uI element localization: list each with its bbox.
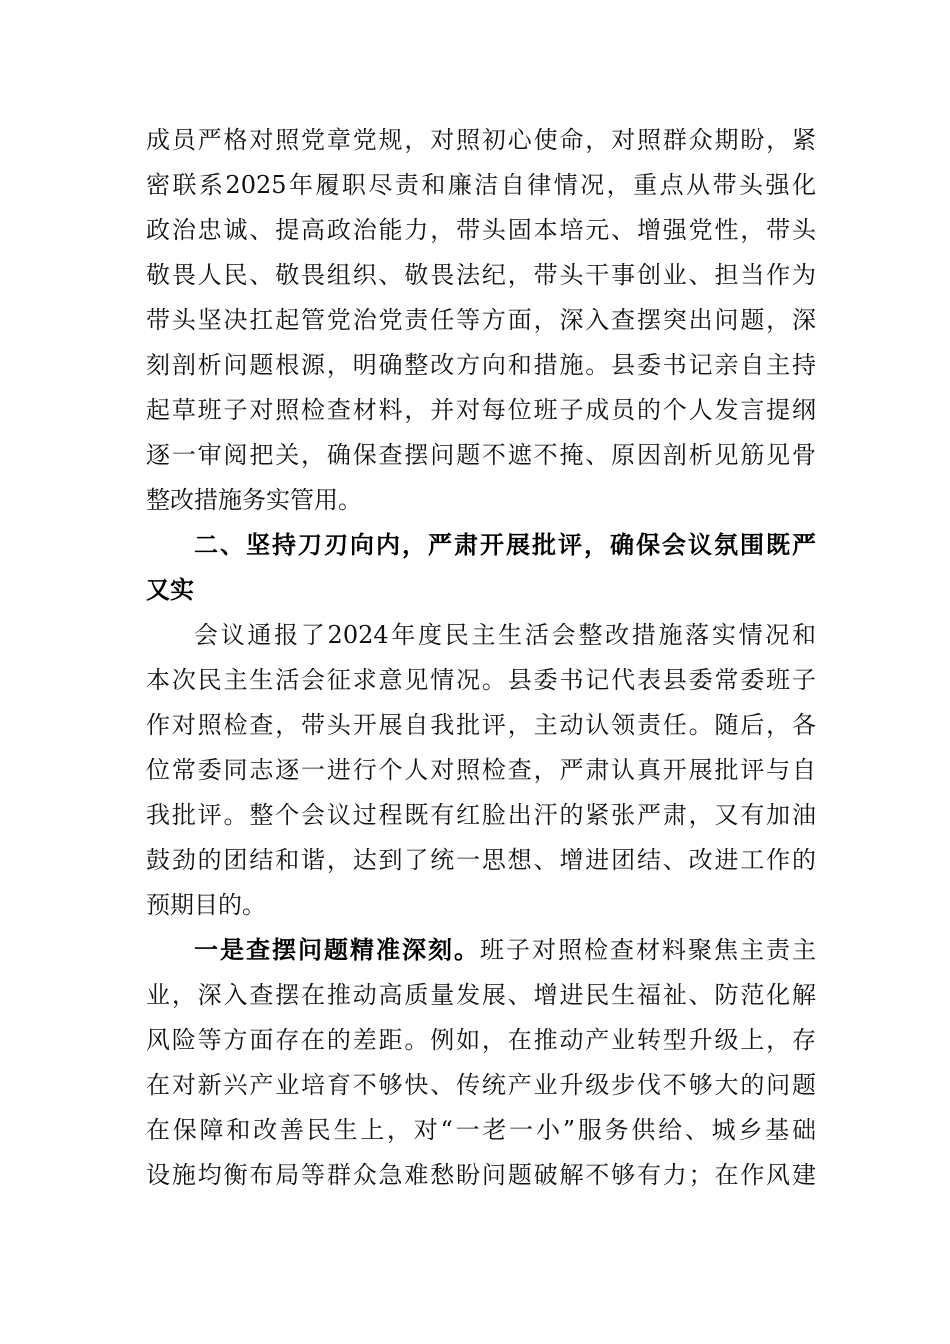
paragraph-1-line-9: 整改措施务实管用。 — [146, 486, 362, 514]
paragraph-1-line-7: 起草班子对照检查材料，并对每位班子成员的个人发言提纲 — [146, 396, 816, 424]
paragraph-2-line-5: 我批评。整个会议过程既有红脸出汗的紧张严肃，又有加油 — [146, 801, 816, 829]
paragraph-2-line-4: 位常委同志逐一进行个人对照检查，严肃认真开展批评与自 — [146, 756, 816, 784]
paragraph-1-line-4: 敬畏人民、敬畏组织、敬畏法纪，带头干事创业、担当作为 — [146, 261, 816, 289]
paragraph-3-line-3: 风险等方面存在的差距。例如，在推动产业转型升级上，存 — [146, 1026, 816, 1054]
paragraph-1-line-2: 密联系2025年履职尽责和廉洁自律情况，重点从带头强化 — [146, 171, 816, 199]
section-heading-line-1: 二、坚持刀刃向内，严肃开展批评，确保会议氛围既严 — [194, 531, 816, 559]
paragraph-2-line-3: 作对照检查，带头开展自我批评，主动认领责任。随后，各 — [146, 711, 816, 739]
paragraph-3-line-1-rest: 班子对照检查材料聚焦主责主 — [480, 936, 816, 964]
paragraph-2-line-2: 本次民主生活会征求意见情况。县委书记代表县委常委班子 — [146, 666, 816, 694]
paragraph-1-line-5: 带头坚决扛起管党治党责任等方面，深入查摆突出问题，深 — [146, 306, 816, 334]
paragraph-3-line-1 — [194, 933, 816, 967]
section-heading-line-2: 又实 — [146, 576, 194, 604]
paragraph-3-line-4: 在对新兴产业培育不够快、传统产业升级步伐不够大的问题 — [146, 1071, 816, 1099]
paragraph-1-line-8: 逐一审阅把关，确保查摆问题不遮不掩、原因剖析见筋见骨 — [146, 441, 816, 469]
paragraph-3-line-2: 业，深入查摆在推动高质量发展、增进民生福祉、防范化解 — [146, 981, 816, 1009]
paragraph-2-line-7: 预期目的。 — [146, 891, 266, 919]
paragraph-3-line-5: 在保障和改善民生上，对“一老一小”服务供给、城乡基础 — [146, 1116, 816, 1144]
paragraph-1-line-3: 政治忠诚、提高政治能力，带头固本培元、增强党性，带头 — [146, 216, 816, 244]
paragraph-1-line-1: 成员严格对照党章党规，对照初心使命，对照群众期盼，紧 — [146, 126, 816, 154]
paragraph-3-lead: 一是查摆问题精准深刻。 — [194, 936, 480, 964]
paragraph-2-line-6: 鼓劲的团结和谐，达到了统一思想、增进团结、改进工作的 — [146, 846, 816, 874]
paragraph-3-line-6: 设施均衡布局等群众急难愁盼问题破解不够有力；在作风建 — [146, 1161, 816, 1189]
paragraph-2-line-1: 会议通报了2024年度民主生活会整改措施落实情况和 — [194, 621, 816, 649]
paragraph-1-line-6: 刻剖析问题根源，明确整改方向和措施。县委书记亲自主持 — [146, 351, 816, 379]
